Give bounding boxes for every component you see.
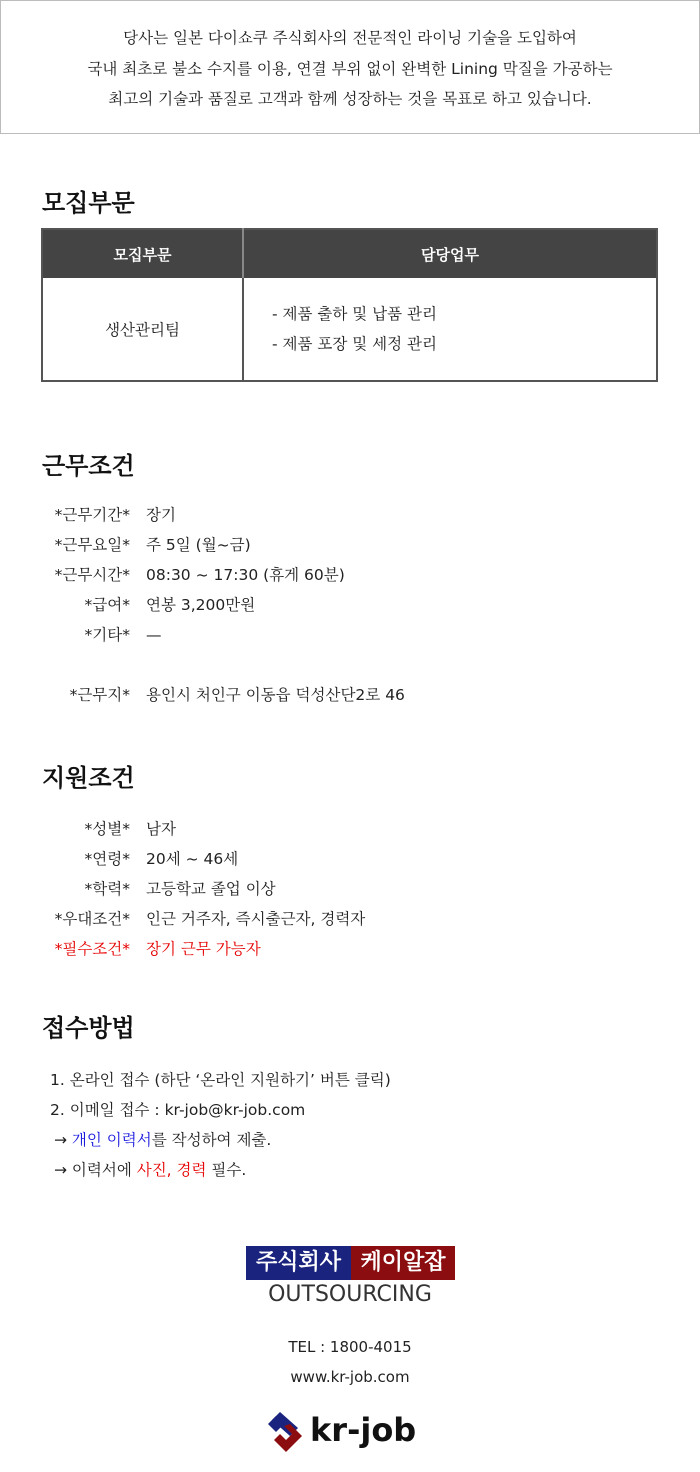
- recruit-col-duty: 담당업무: [243, 229, 657, 278]
- company-logo-left: 주식회사: [246, 1246, 351, 1280]
- work-label-days: *근무요일*: [54, 536, 130, 554]
- method-step-4-required: 사진, 경력: [136, 1161, 207, 1179]
- method-heading: 접수방법: [42, 1014, 135, 1042]
- apply-value-edu: 고등학교 졸업 이상: [146, 880, 276, 898]
- work-value-days: 주 5일 (월~금): [146, 536, 251, 554]
- work-row-location: [0, 684, 130, 706]
- apply-label-gender: *성별*: [84, 820, 130, 838]
- method-step-4-suffix: 필수.: [206, 1161, 247, 1179]
- method-step-2: 2. 이메일 접수 : kr-job@kr-job.com: [50, 1101, 306, 1119]
- outsourcing-label: OUTSOURCING: [268, 1282, 432, 1307]
- intro-box: [0, 0, 700, 134]
- apply-label-pref: *우대조건*: [54, 910, 130, 928]
- apply-row-required: [0, 938, 130, 960]
- kr-job-wordmark: kr-job: [310, 1411, 417, 1449]
- work-label-salary: *급여*: [84, 596, 130, 614]
- method-step-3-suffix: 를 작성하여 제출.: [151, 1131, 272, 1149]
- company-logo-right: 케이알잡: [351, 1246, 455, 1280]
- method-step-4-prefix: → 이력서에: [54, 1161, 137, 1179]
- work-label-etc: *기타*: [84, 626, 130, 644]
- recruit-duty-2: - 제품 포장 및 세정 관리: [272, 335, 437, 353]
- method-step-3-prefix: →: [54, 1131, 72, 1149]
- apply-value-required: 장기 근무 가능자: [146, 940, 261, 958]
- work-value-salary: 연봉 3,200만원: [146, 596, 256, 614]
- work-label-hours: *근무시간*: [54, 566, 130, 584]
- apply-value-gender: 남자: [146, 820, 176, 838]
- apply-heading: 지원조건: [42, 764, 135, 792]
- recruit-table: [41, 228, 658, 382]
- work-label-period: *근무기간*: [54, 506, 130, 524]
- work-row-period: [0, 504, 130, 526]
- recruit-dept: 생산관리팀: [42, 278, 243, 381]
- apply-label-age: *연령*: [84, 850, 130, 868]
- work-row-days: [0, 534, 130, 556]
- apply-value-pref: 인근 거주자, 즉시출근자, 경력자: [146, 910, 366, 928]
- recruit-heading: 모집부문: [42, 189, 135, 217]
- apply-label-edu: *학력*: [84, 880, 130, 898]
- apply-row-pref: [0, 908, 130, 930]
- apply-row-gender: [0, 818, 130, 840]
- resume-link[interactable]: 개인 이력서: [71, 1131, 152, 1149]
- intro-line-3: 최고의 기술과 품질로 고객과 함께 성장하는 것을 목표로 하고 있습니다.: [108, 90, 592, 108]
- apply-row-age: [0, 848, 130, 870]
- method-step-4: [54, 1158, 246, 1180]
- website-link[interactable]: www.kr-job.com: [290, 1368, 410, 1386]
- apply-row-edu: [0, 878, 130, 900]
- work-heading: 근무조건: [42, 452, 135, 480]
- work-row-etc: [0, 624, 130, 646]
- method-step-1: 1. 온라인 접수 (하단 ‘온라인 지원하기’ 버튼 클릭): [50, 1071, 391, 1089]
- kr-job-logo-icon: [262, 1408, 312, 1454]
- work-row-salary: [0, 594, 130, 616]
- intro-line-1: 당사는 일본 다이쇼쿠 주식회사의 전문적인 라이닝 기술을 도입하여: [123, 29, 577, 47]
- recruit-duty-1: - 제품 출하 및 납품 관리: [272, 305, 437, 323]
- work-value-location: 용인시 처인구 이동읍 덕성산단2로 46: [146, 686, 405, 704]
- apply-label-required: *필수조건*: [54, 940, 130, 958]
- work-row-hours: [0, 564, 130, 586]
- work-value-etc: —: [146, 626, 162, 644]
- work-value-hours: 08:30 ~ 17:30 (휴게 60분): [146, 566, 345, 584]
- recruit-duties: [243, 278, 657, 381]
- tel-text: TEL : 1800-4015: [288, 1338, 412, 1356]
- apply-value-age: 20세 ~ 46세: [146, 850, 239, 868]
- recruit-col-dept: 모집부문: [42, 229, 243, 278]
- work-label-location: *근무지*: [69, 686, 130, 704]
- work-value-period: 장기: [146, 506, 176, 524]
- method-step-3: [54, 1128, 271, 1150]
- intro-line-2: 국내 최초로 불소 수지를 이용, 연결 부위 없이 완벽한 Lining 막질을 가공하는: [87, 60, 613, 78]
- kr-job-brand: [262, 1408, 438, 1454]
